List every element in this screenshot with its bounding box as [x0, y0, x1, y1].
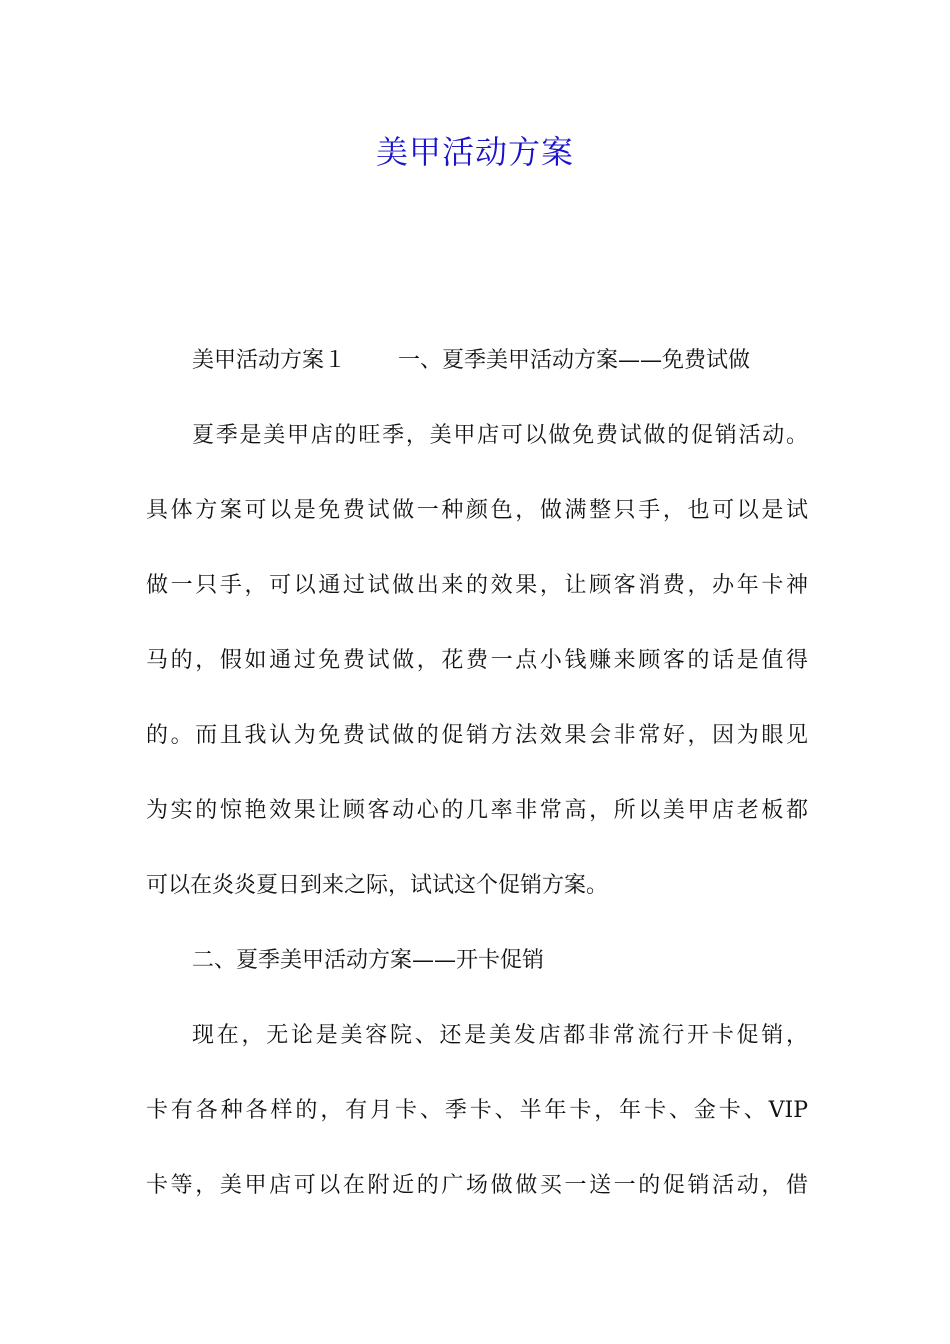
- paragraph-line: 可以在炎炎夏日到来之际，试试这个促销方案。: [146, 873, 609, 898]
- paragraph-line: 的。而且我认为免费试做的促销方法效果会非常好，因为眼见: [146, 723, 808, 748]
- paragraph-line: 卡等，美甲店可以在附近的广场做做买一送一的促销活动，借: [146, 1173, 808, 1198]
- section-label: 美甲活动方案１: [192, 348, 347, 373]
- paragraph-line: 卡有各种各样的，有月卡、季卡、半年卡，年卡、金卡、VIP: [146, 1098, 808, 1123]
- paragraph-line: 做一只手，可以通过试做出来的效果，让顾客消费，办年卡神: [146, 573, 808, 598]
- paragraph-line: 为实的惊艳效果让顾客动心的几率非常高，所以美甲店老板都: [146, 798, 808, 823]
- paragraph-line: 夏季是美甲店的旺季，美甲店可以做免费试做的促销活动。: [192, 423, 808, 448]
- heading-free-trial: 一、夏季美甲活动方案——免费试做: [398, 348, 751, 373]
- section-heading-line: [146, 342, 808, 417]
- paragraph-line: 现在，无论是美容院、还是美发店都非常流行开卡促销，: [192, 1023, 808, 1048]
- paragraph-line: 马的，假如通过免费试做，花费一点小钱赚来顾客的话是值得: [146, 648, 808, 673]
- document-title: 美甲活动方案: [375, 133, 574, 171]
- document-body: [146, 342, 808, 1242]
- paragraph-line: 具体方案可以是免费试做一种颜色，做满整只手，也可以是试: [146, 498, 808, 523]
- heading-card-promotion: 二、夏季美甲活动方案——开卡促销: [192, 948, 545, 973]
